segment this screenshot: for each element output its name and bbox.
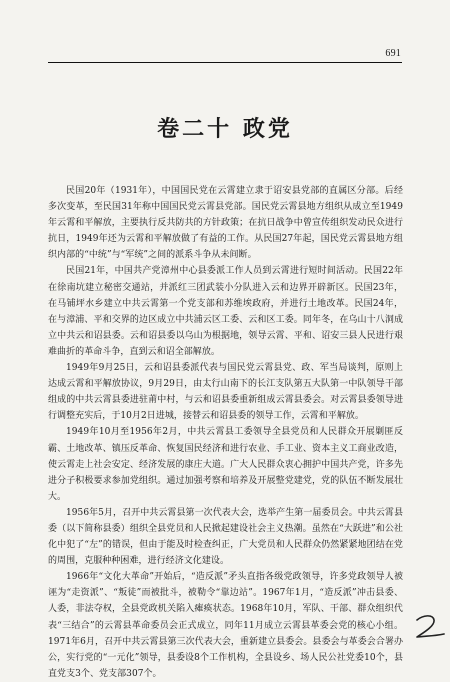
paragraph: 1956年5月，召开中共云霄县第一次代表大会，选举产生第一届委员会。中共云霄县委（以下简称县委）组织全县党员和人民掀起建设社会主义热潮。虽然在“大跃进”和公社化中犯了“左”的错误，但由于能及时检查纠正，广大党员和人民群众仍然紧紧地团结在党的周围，克服种种困难，进行经济文化建设。: [48, 507, 403, 567]
header-rule: [48, 62, 402, 63]
page-number: 691: [385, 48, 401, 59]
paragraph: 1966年“文化大革命”开始后，“造反派”矛头直指各级党政领导，许多党政领导人被诬为“走资派”、“叛徒”而被批斗，被勒令“靠边站”。1967年1月，“造反派”冲击县委、人委，非法夺权，全县党政机关陷入瘫痪状态。1968年10月，军队、干部、群众组织代表“三结合”的云霄县革命委员会正式成立，同年11月成立云霄县革委会党的核心小组。1971年6月，召开中共云霄县第三次代表大会，重新建立县委会。县委会与革委会合署办公，实行党的“一元化”领导，县委设8个工作机构，全县设乡、场人民公社党委10个，县直党支3个、党支部307个。: [48, 572, 403, 679]
chapter-title: 卷二十 政党: [157, 116, 293, 142]
paragraph: 民国20年（1931年），中国国民党在云霄建立隶于诏安县党部的直属区分部。后经多次变革，至民国31年称中国国民党云霄县党部。国民党云霄县地方组织从成立至1949年云霄和平解放，主要执行反共防共的方针政策；在抗日战争中曾宣传组织发动民众进行抗日，1949年还为云霄和平解放做了有益的工作。从民国27年起，国民党云霄县地方组织内部的“中统”与“军统”之间的派系斗争从未间断。: [48, 186, 403, 261]
paragraph: 民国21年，中国共产党漳州中心县委派工作人员到云霄进行短时间活动。民国22年在徐南坑建立秘密交通站，并派红三团武装小分队进入云和边界开辟新区。民国23年，在马铺坪水乡建立中共云霄第一个党支部和苏维埃政府，并进行土地改革。民国24年，在与漳浦、平和交界的边区成立中共浦云区工委、云和区工委。同年冬，在乌山十八洞成立中共云和诏县委。云和诏县委以乌山为根据地，领导云霄、平和、诏安三县人民进行艰难曲折的革命斗争，直到云和诏全部解放。: [48, 266, 403, 357]
paragraph: 1949年9月25日，云和诏县委派代表与国民党云霄县党、政、军当局谈判，原则上达成云霄和平解放协议，9月29日，由太行山南下的长江支队第五大队第一中队领导干部组成的中共云霄县委进驻莆中村，与云和诏县委重新组成云霄县委会。对云霄县委领导进行调整充实后，于10月2日进城，接替云和诏县委的领导工作，云霄和平解放。: [48, 363, 403, 422]
paragraph: 1949年10月至1956年2月，中共云霄县工委领导全县党员和人民群众开展剿匪反霸、土地改革、镇压反革命、恢复国民经济和进行农业、手工业、资本主义工商业改造，使云霄走上社会安定、经济发展的康庄大道。广大人民群众衷心拥护中国共产党，许多先进分子积极要求参加党组织。通过加强考察和培养及开展整党建党，党的队伍不断发展壮大。: [48, 427, 403, 502]
body-text: [48, 183, 403, 682]
handwritten-mark-icon: [411, 606, 449, 644]
